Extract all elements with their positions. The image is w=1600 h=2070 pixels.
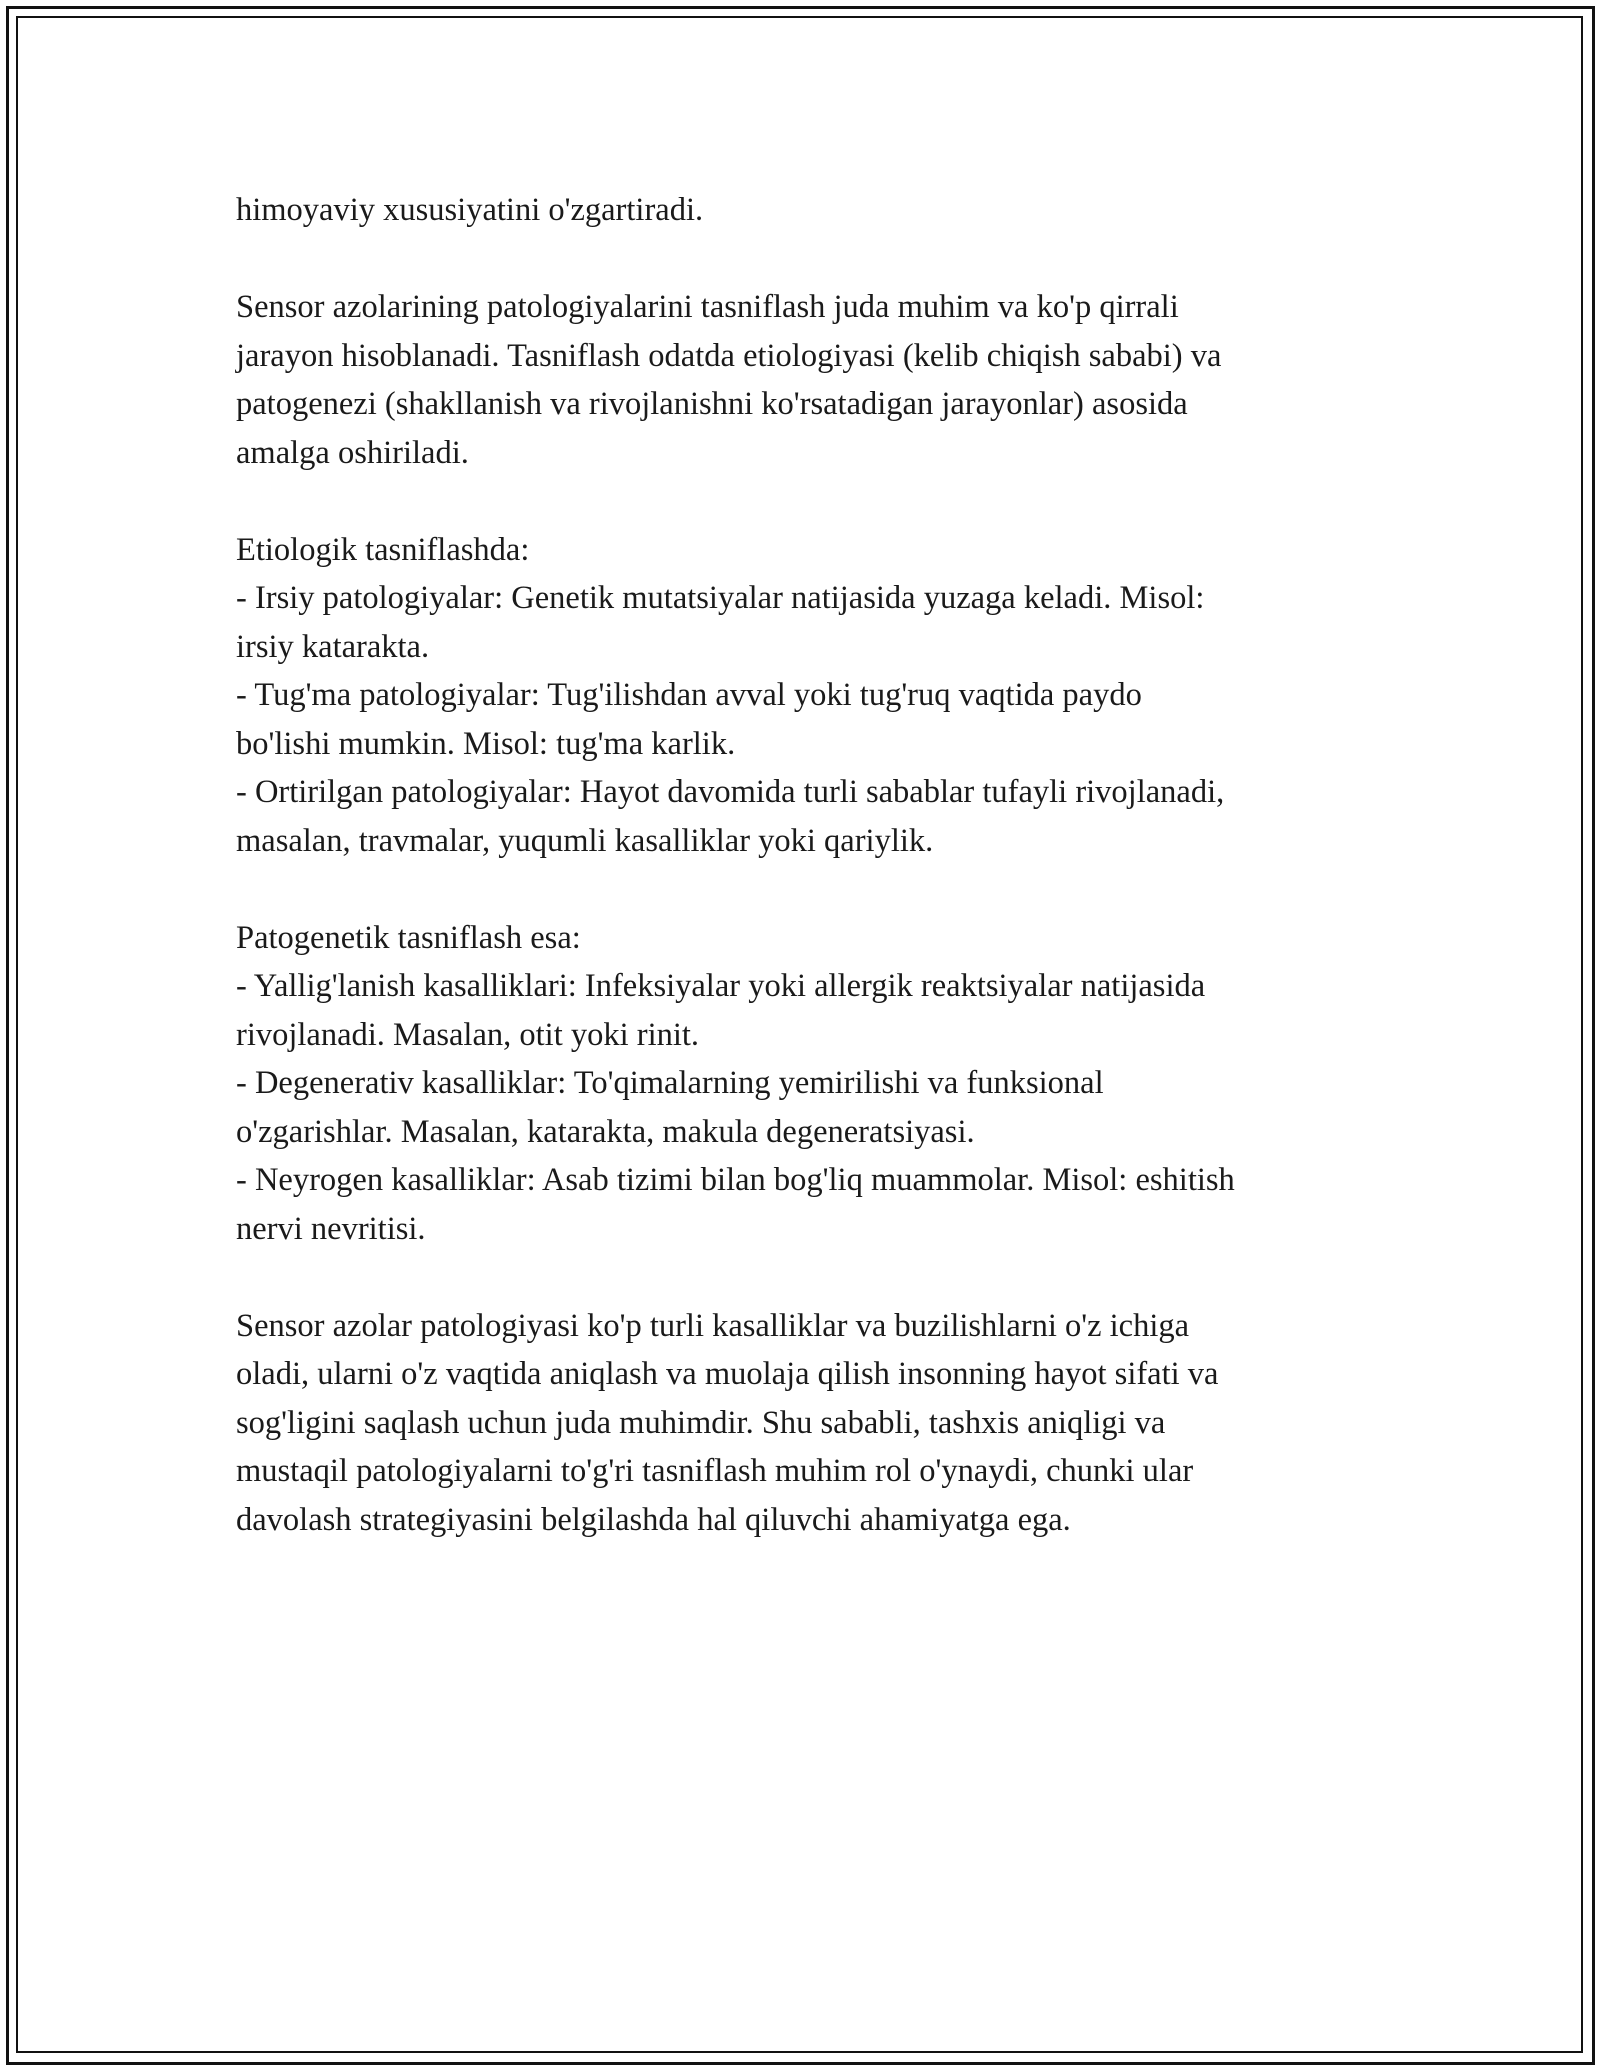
list-item-line: irsiy katarakta. xyxy=(236,628,430,665)
paragraph-conclusion xyxy=(236,1302,1416,1545)
text-line: oladi, ularni o'z vaqtida aniqlash va muolaja qilish insonning hayot sifati va xyxy=(236,1356,1219,1392)
paragraph-gap xyxy=(236,1253,1416,1302)
paragraph-continuation xyxy=(236,186,1416,235)
text-line: davolash strategiyasini belgilashda hal qiluvchi ahamiyatga ega. xyxy=(236,1501,1071,1538)
text-line: patogenezi (shakllanish va rivojlanishni ko'rsatadigan jarayonlar) asosida xyxy=(236,386,1188,422)
text-line: jarayon hisoblanadi. Tasniflash odatda etiologiyasi (kelib chiqish sababi) va xyxy=(236,337,1222,374)
paragraph-gap xyxy=(236,235,1416,284)
list-item-line: nervi nevritisi. xyxy=(236,1210,426,1247)
text-line: amalga oshiriladi. xyxy=(236,434,469,471)
list-item-line: - Ortirilgan patologiyalar: Hayot davomida turli sabablar tufayli rivojlanadi, xyxy=(236,774,1225,810)
list-item-line: rivojlanadi. Masalan, otit yoki rinit. xyxy=(236,1016,700,1053)
list-item-line: o'zgarishlar. Masalan, katarakta, makula degeneratsiyasi. xyxy=(236,1113,975,1150)
section-heading: Patogenetik tasniflash esa: xyxy=(236,919,581,956)
paragraph-pathogenetic xyxy=(236,914,1416,1254)
paragraph-intro xyxy=(236,283,1416,477)
list-item-line: - Degenerativ kasalliklar: To'qimalarning yemirilishi va funksional xyxy=(236,1065,1104,1101)
paragraph-gap xyxy=(236,865,1416,914)
document-body xyxy=(236,186,1416,1544)
text-line: Sensor azolar patologiyasi ko'p turli kasalliklar va buzilishlarni o'z ichiga xyxy=(236,1307,1190,1344)
text-line: sog'ligini saqlash uchun juda muhimdir. Shu sababli, tashxis aniqligi va xyxy=(236,1404,1166,1441)
list-item-line: - Neyrogen kasalliklar: Asab tizimi bilan bog'liq muammolar. Misol: eshitish xyxy=(236,1162,1235,1198)
list-item-line: bo'lishi mumkin. Misol: tug'ma karlik. xyxy=(236,725,736,762)
text-line: Sensor azolarining patologiyalarini tasniflash juda muhim va ko'p qirrali xyxy=(236,289,1179,325)
section-heading: Etiologik tasniflashda: xyxy=(236,531,530,568)
list-item-line: - Irsiy patologiyalar: Genetik mutatsiyalar natijasida yuzaga keladi. Misol: xyxy=(236,580,1205,616)
paragraph-gap xyxy=(236,477,1416,526)
list-item-line: masalan, travmalar, yuqumli kasalliklar yoki qariylik. xyxy=(236,822,934,859)
text-line: mustaqil patologiyalarni to'g'ri tasniflash muhim rol o'ynaydi, chunki ular xyxy=(236,1453,1194,1489)
list-item-line: - Tug'ma patologiyalar: Tug'ilishdan avval yoki tug'ruq vaqtida paydo xyxy=(236,677,1142,713)
list-item-line: - Yallig'lanish kasalliklari: Infeksiyalar yoki allergik reaktsiyalar natijasida xyxy=(236,968,1206,1004)
text-line: himoyaviy xususiyatini o'zgartiradi. xyxy=(236,192,704,228)
paragraph-etiologic xyxy=(236,526,1416,866)
